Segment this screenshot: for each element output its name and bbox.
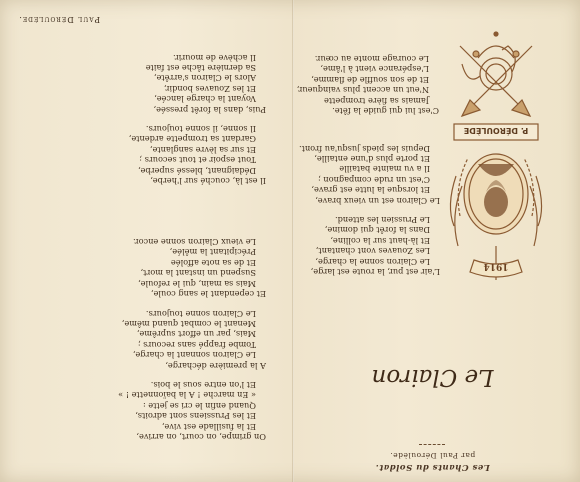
verse-line: Mais sa main, qui le refoule, [138,278,256,289]
stanza-1 [300,215,440,277]
verse-line: Et la fusillade est vive, [161,421,256,432]
author-signature: Paul Déroulède. [18,15,100,24]
verse-line: Le Clairon est un vieux brave, [315,195,440,206]
verse-line: Le vieux Clairon sonne encor. [133,237,256,248]
verse-line: Et porte plus d'une entaille, [314,153,430,164]
verse-line: A la première décharge, [165,360,266,371]
verse-line: Il a vu mainte bataille [339,164,430,175]
verse-line: Depuis les pieds jusqu'au front. [299,143,430,154]
verse-line: Et sur sa lèvre sanglante, [149,144,256,155]
verse-line: Et les Prussiens sont adroits, [135,411,256,422]
author-byline: par Paul Déroulède. [389,451,476,460]
verse-line: Tombe frappé sans recours ; [137,339,256,350]
verse-line: « En marche ! A la baïonnette ! » [118,390,256,401]
verse-line: Et l'on entre sous le bois. [150,379,256,390]
verse-line: Alors le Clairon s'arrête, [153,73,256,84]
verse-line: Et lorsque la lutte est grave, [311,185,430,196]
portrait-illustration [440,26,552,286]
verse-line: Les Zouaves vont chantant, [315,246,430,257]
verse-line: Et de sa note affolée [170,257,256,268]
verse-line: Suspend un instant la mort, [140,268,256,279]
poem-title: Le Clairon [371,364,494,390]
year-banner: 1914 [483,261,509,271]
verse-line: Le courage monte au cœur. [314,53,429,64]
verse-line: Le Prussien les attend. [334,214,430,225]
verse-line: C'est un rude compagnon ; [318,174,430,185]
stanza-8 [26,52,266,114]
stanza-block-b2 [26,43,266,186]
verse-line: Dédaignant, blessé superbe, [137,165,256,176]
verse-line: Voyant la charge lancée, [154,94,256,105]
verse-line: Et de son souffle de flamme, [311,74,429,85]
stanza-2 [300,143,440,205]
stanza-5 [26,308,266,370]
verse-line: Sa dernière tâche est faite [145,62,256,73]
series-header [305,444,560,472]
verse-line: Quand enfin le cri se jette : [142,400,256,411]
stanza-block-a1 [300,134,440,277]
verse-line: Le Clairon sonnant la charge, [132,350,256,361]
verse-line: Il sonne, il sonne toujours. [145,123,256,134]
stanza-4 [26,380,266,442]
verse-line: Et cependant le sang coule, [150,289,266,300]
header-divider [420,444,446,445]
stanza-6 [26,237,266,299]
stanza-3 [296,53,439,116]
verse-line: Le Clairon sonne toujours. [145,308,256,319]
verse-line: L'espérance vient à l'âme, [320,64,429,75]
verse-line: Menant le combat quand même, [121,318,256,329]
verse-line: Gardant sa trompette ardente, [128,134,256,145]
verse-line: Mais, par un effort suprême, [136,329,256,340]
stanza-block-a2 [296,45,439,116]
verse-line: Dans la forêt qui domine, [324,225,430,236]
page-left [290,0,580,482]
verse-line: C'est lui qui guide la fête. [332,106,439,116]
verse-line: Le Clairon sonne la charge, [315,256,430,267]
verse-line: Il est là, couché sur l'herbe, [150,176,266,186]
verse-line: N'eut un accent plus vainqueur, [296,85,429,96]
verse-line: Précipitant la mêlée, [169,247,256,258]
stanza-7 [26,124,266,186]
verse-line: Et là-haut sur la colline, [330,235,430,246]
name-plate: P. DÉROULÈDE [463,126,529,135]
series-title: Les Chants du Soldat. [375,462,490,472]
verse-line: Et les Zouaves bondir, [163,83,256,94]
verse-line: Jamais sa fière trompette [324,95,429,106]
verse-line: L'air est pur, la route est large, [310,267,440,277]
stanza-block-b1 [26,228,266,442]
verse-line: On grimpe, on court, on arrive, [136,432,266,442]
verse-line: Tout espoir et tout secours ; [139,155,256,166]
verse-line: Il achève de mourir. [173,52,256,63]
verse-line: Puis, dans la forêt pressée, [153,104,266,115]
